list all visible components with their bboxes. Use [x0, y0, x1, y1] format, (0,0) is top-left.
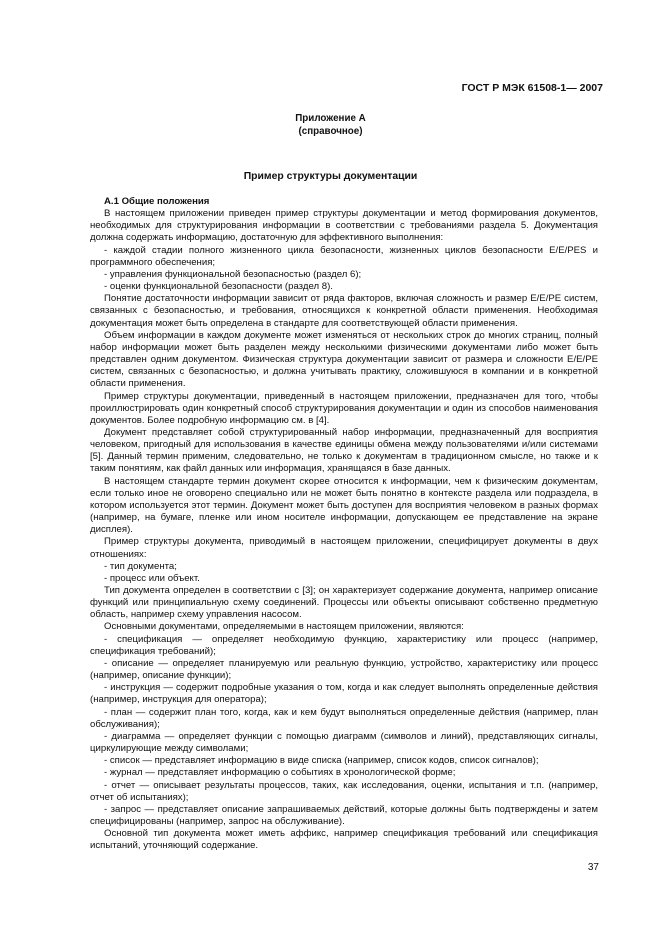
section-title: Пример структуры документации [243, 171, 418, 182]
document-body [90, 196, 598, 852]
paragraph: Документ представляет собой структурированный набор информации, предназначенный для восприятия человеком, пригодный для использования в качестве единицы обмена между пользователями и/или системами [5]. Данный термин применим, следовательно, не только к документам в традиционном смысле, но также и к таким понятиям, как файл данных или информация, хранящаяся в базе данных. [90, 426, 598, 475]
annex-subtitle: (справочное) [298, 125, 363, 137]
paragraph: В настоящем стандарте термин документ скорее относится к информации, чем к физическим документам, если только иное не оговорено специально или не может быть понятно в контексте раздела или подраздела, в котором используется этот термин. Документ может быть доступен для восприятия человеком в разных формах (например, на бумаге, пленке или ином носителе информации, допускающем ее представление на экране дисплея). [90, 475, 598, 536]
paragraph: Пример структуры документации, приведенный в настоящем приложении, предназначен для того, чтобы проиллюстрировать один конкретный способ структурирования документации и один из способов наименования документов. Более подробную информацию см. в [4]. [90, 390, 598, 426]
list-item: - управления функциональной безопасностью (раздел 6); [104, 268, 362, 280]
list-item: - план — содержит план того, когда, как и кем будут выполняться определенные действия (например, план обслуживания); [90, 706, 598, 730]
paragraph: Основными документами, определяемыми в настоящем приложении, являются: [104, 621, 464, 633]
list-item: - список — представляет информацию в виде списка (например, список кодов, список сигналов); [104, 755, 539, 767]
list-item: - оценки функциональной безопасности (раздел 8). [104, 281, 333, 293]
list-item: - спецификация — определяет необходимую функцию, характеристику или процесс (например, спецификация требований); [90, 633, 598, 657]
paragraph: В настоящем приложении приведен пример структуры документации и метод формирования документов, необходимых для структурирования информации в соответствии с требованиями раздела 5. Документация должна содержать информацию, достаточную для эффективного выполнения: [90, 208, 598, 244]
annex-heading [0, 113, 661, 138]
annex-title: Приложение А [295, 113, 366, 124]
paragraph: Понятие достаточности информации зависит от ряда факторов, включая сложность и размер Е/Е/РЕ систем, связанных с безопасностью, и требования, относящихся к конкретной области применения. Необходимая документация может быть определена в стандарте для соответствующей области применения. [90, 293, 598, 329]
paragraph: Пример структуры документа, приводимый в настоящем приложении, специфицирует документы в двух отношениях: [90, 536, 598, 560]
list-item: - тип документа; [104, 560, 177, 572]
paragraph: Объем информации в каждом документе может изменяться от нескольких строк до многих страниц, полный набор информации может быть разделен между несколькими физическими документами либо может быть представлен одним документом. Физическая структура документации зависит от размера и сложности Е/Е/РЕ систем, связанных с безопасностью, и должна учитывать практику, сложившуюся в компании и в конкретной области применения. [90, 329, 598, 390]
list-item: - инструкция — содержит подробные указания о том, когда и как следует выполнять определенные действия (например, инструкция для оператора); [90, 682, 598, 706]
page-number: 37 [587, 862, 599, 873]
paragraph: Тип документа определен в соответствии с [3]; он характеризует содержание документа, например описание функций или принципиальную схему соединений. Процессы или объекты описывают собственно предметную область, например схему управления насосом. [90, 585, 598, 621]
list-item: - диаграмма — определяет функции с помощью диаграмм (символов и линий), представляющих сигналы, циркулирующие между символами; [90, 730, 598, 755]
paragraph: Основной тип документа может иметь аффикс, например спецификация требований или спецификация испытаний, уточняющий содержание. [90, 828, 598, 852]
list-item: - отчет — описывает результаты процессов, таких, как исследования, оценки, испытания и т.п. (например, отчет об испытаниях); [90, 779, 598, 803]
list-item: - запрос — представляет описание запрашиваемых действий, которые должны быть подтверждены и затем специфицированы (например, запрос на обслуживание). [90, 803, 598, 827]
subsection-heading: А.1 Общие положения [104, 196, 210, 207]
list-item: - описание — определяет планируемую или реальную функцию, устройство, характеристику или процесс (например, описание функции); [90, 657, 598, 682]
list-item: - журнал — представляет информацию о событиях в хронологической форме; [104, 767, 456, 779]
document-identifier: ГОСТ Р МЭК 61508-1— 2007 [461, 82, 603, 94]
list-item: - каждой стадии полного жизненного цикла безопасности, жизненных циклов безопасности Е/Е/PES и программного обеспечения; [90, 244, 598, 268]
list-item: - процесс или объект. [104, 572, 200, 584]
